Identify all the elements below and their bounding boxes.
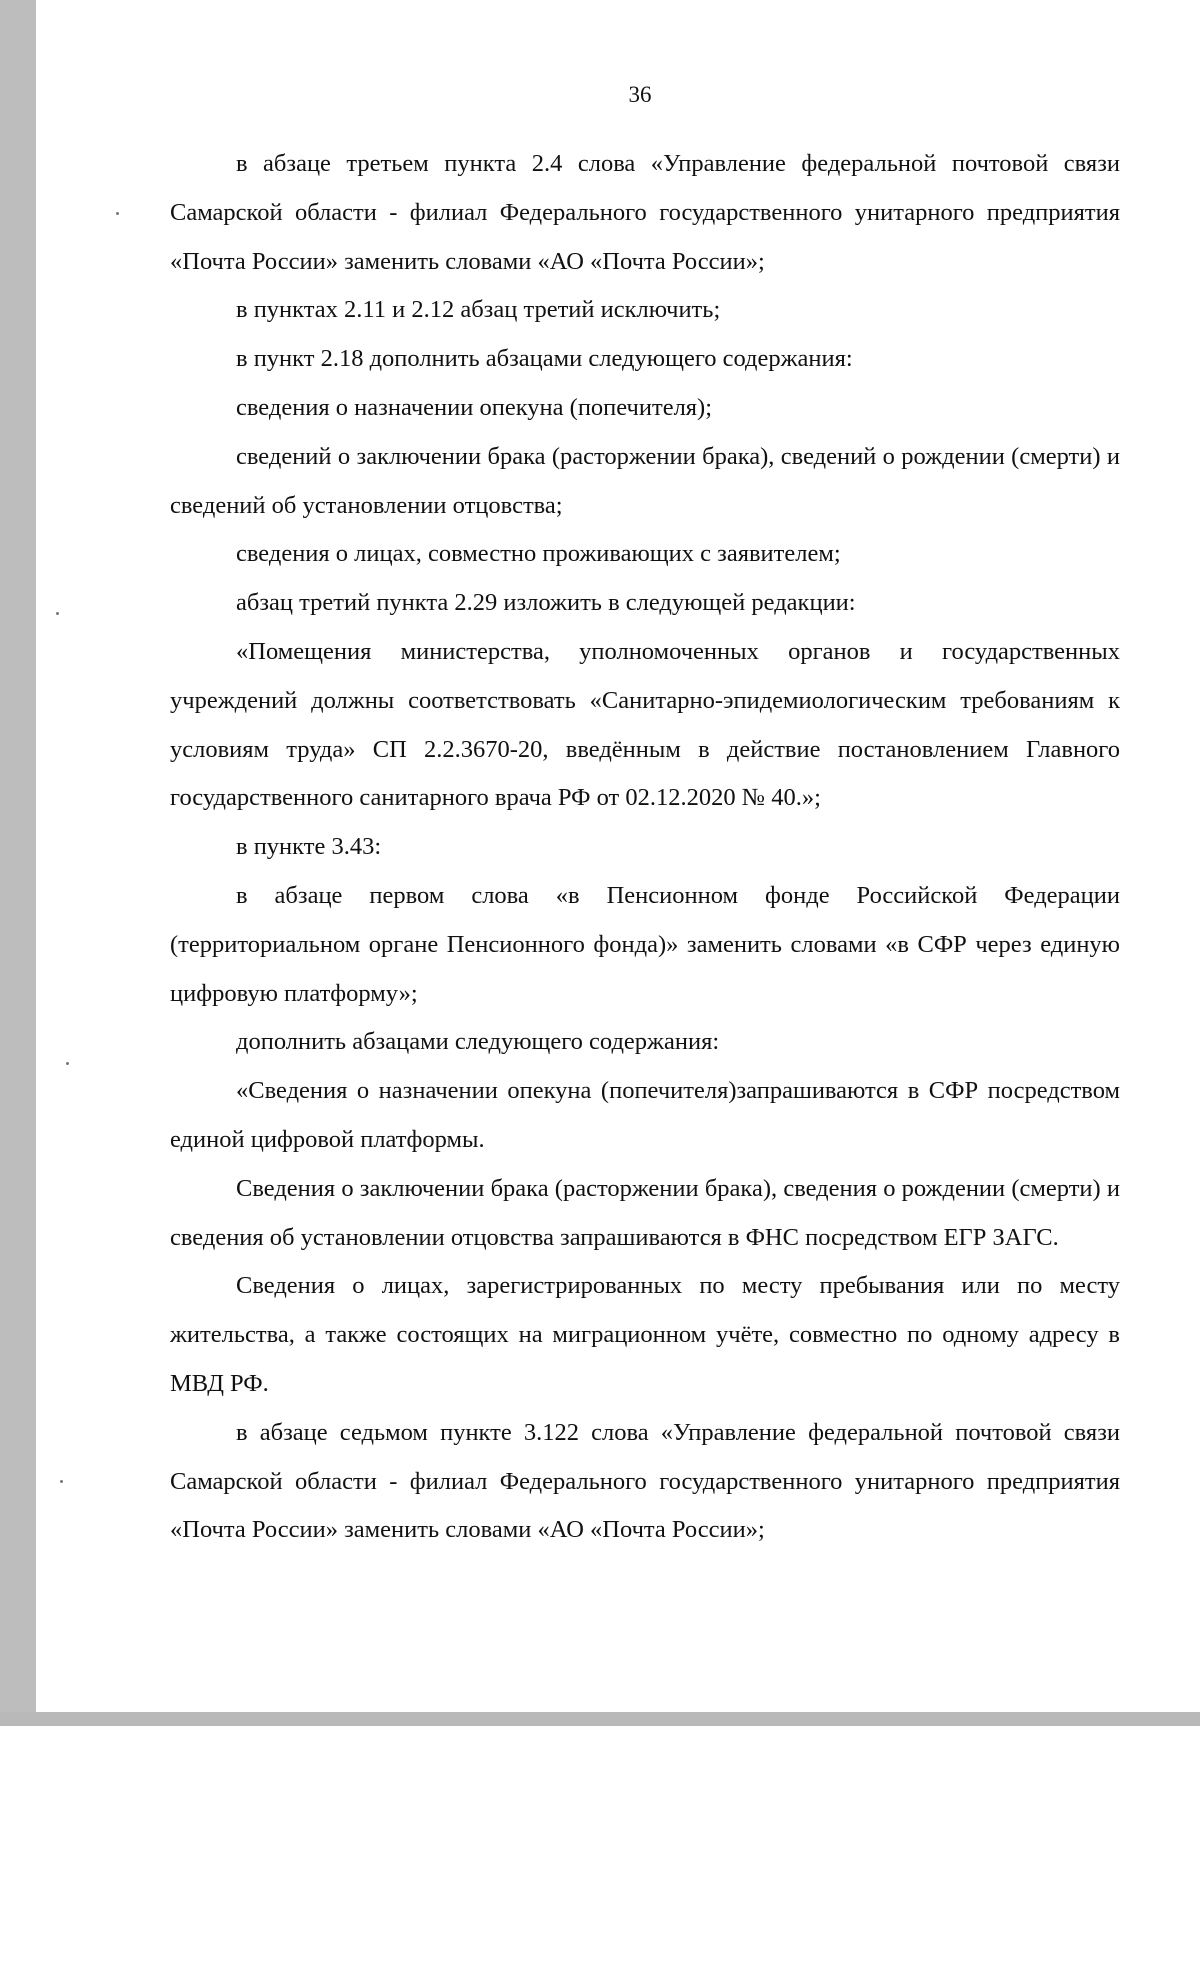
paragraph: в абзаце третьем пункта 2.4 слова «Управление федеральной почтовой связи Самарской области - филиал Федерального государственного унитарного предприятия «Почта России» заменить словами «АО «Почта России»; <box>170 150 1120 275</box>
paragraph: Сведения о лицах, зарегистрированных по месту пребывания или по месту жительства, а также состоящих на миграционном учёте, совместно по одному адресу в МВД РФ. <box>170 1272 1120 1397</box>
paragraph: в абзаце первом слова «в Пенсионном фонде Российской Федерации (территориальном органе Пенсионного фонда)» заменить словами «в СФР через единую цифровую платформу»; <box>170 881 1120 1007</box>
paragraph: в абзаце седьмом пункте 3.122 слова «Управление федеральной почтовой связи Самарской области - филиал Федерального государственного унитарного предприятия «Почта России» заменить словами «АО «Почта России»; <box>170 1418 1120 1544</box>
paragraph: в пункте 3.43: <box>236 833 382 861</box>
scan-shadow-left <box>0 0 36 1726</box>
paragraph: абзац третий пункта 2.29 изложить в следующей редакции: <box>236 589 856 617</box>
paragraph: сведения о назначении опекуна (попечителя); <box>236 393 713 421</box>
scan-speck <box>66 1062 69 1065</box>
paragraph: в пунктах 2.11 и 2.12 абзац третий исключить; <box>236 296 721 324</box>
page-number: 36 <box>628 82 652 107</box>
scan-speck <box>116 212 119 215</box>
scan-shadow-bottom <box>0 1712 1200 1726</box>
paragraph: сведений о заключении брака (расторжении брака), сведений о рождении (смерти) и сведений об установлении отцовства; <box>170 442 1120 519</box>
paragraph: сведения о лицах, совместно проживающих с заявителем; <box>236 540 841 568</box>
paragraph: дополнить абзацами следующего содержания: <box>236 1028 720 1056</box>
paragraph: в пункт 2.18 дополнить абзацами следующего содержания: <box>236 345 853 373</box>
paragraph: Сведения о заключении брака (расторжении брака), сведения о рождении (смерти) и сведения об установлении отцовства запрашиваются в ФНС посредством ЕГР ЗАГС. <box>170 1174 1120 1251</box>
document-body <box>170 140 1120 1555</box>
scan-speck <box>56 612 59 615</box>
paragraph: «Помещения министерства, уполномоченных органов и государственных учреждений должны соответствовать «Санитарно-эпидемиологическим требованиям к условиям труда» СП 2.2.3670-20, введённым в действие постановлением Главного государственного санитарного врача РФ от 02.12.2020 № 40.»; <box>170 637 1120 812</box>
paragraph: «Сведения о назначении опекуна (попечителя)запрашиваются в СФР посредством единой цифровой платформы. <box>170 1077 1120 1153</box>
scan-speck <box>60 1480 63 1483</box>
